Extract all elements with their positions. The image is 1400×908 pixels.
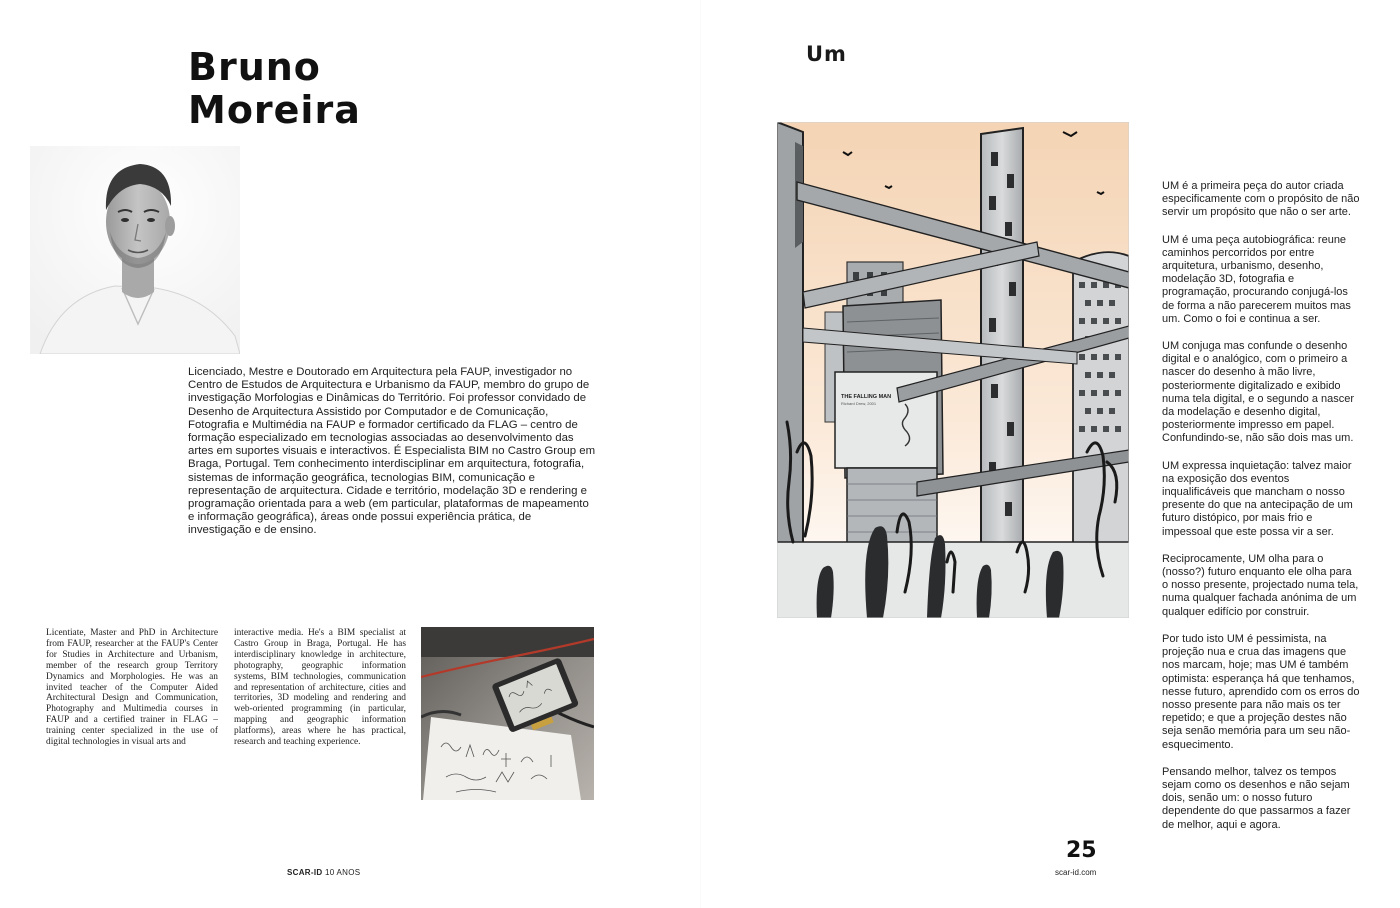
footer-left [287, 868, 360, 877]
bio-english-column-1: Licentiate, Master and PhD in Architecture from FAUP, researcher at the FAUP's Center for Studies in Architecture and Urbanism, member of the research group Territory Dynamics and Morphologies. He was an invited teacher of the Computer Aided Architectural Design and Communication, Photography and Multimedia courses in FAUP and a certified trainer in FLAG – training center specialized in the use of digital technologies in visual arts and [46, 628, 218, 748]
author-first-name: Bruno [188, 45, 321, 89]
page-number: 25 [1066, 838, 1097, 863]
bio-portuguese: Licenciado, Mestre e Doutorado em Arquitectura pela FAUP, investigador no Centro de Estudos de Arquitectura e Urbanismo da FAUP, membro do grupo de investigação Morfologias e Dinâmicas do Território. Foi professor convidado de Desenho de Arquitectura Assistido por Computador e de Comunicação, Fotografia e Multimédia na FAUP e formador certificado da FLAG – centro de formação especializado em tecnologias associadas ao desenvolvimento das artes em suportes visuais e interactivos. É Especialista BIM no Castro Group em Braga, Portugal. Tem conhecimento interdisciplinar em arquitectura, fotografia, sistemas de informação geográfica, tecnologias BIM, comunicação e representação de arquitectura. Cidade e território, modelação 3D e rendering e programação orientada para a web (em particular, plataformas de mapeamento e informação geográfica), áreas onde possui experiência prática, de investigação e de ensino. [188, 366, 596, 537]
footer-brand: SCAR-ID [287, 868, 323, 877]
essay-paragraph-2: UM é uma peça autobiográfica: reune caminhos percorridos por entre arquitetura, urbanismo, desenho, modelação 3D, fotografia e programação, procurando conjugá-los de forma a não parecerem muitos mas um. Como o foi e continua a ser. [1162, 233, 1351, 325]
essay-paragraph-4: UM expressa inquietação: talvez maior na exposição dos eventos inqualificáveis que mancham o nosso presente do que na antecipação de um futuro distópico, por mais frio e impessoal que este possa vir a ser. [1162, 459, 1353, 538]
essay-text [1162, 180, 1360, 846]
footer-website: scar-id.com [1055, 868, 1097, 877]
essay-paragraph-6: Por tudo isto UM é pessimista, na projeção nua e crua das imagens que nos marcam, hoje; mas UM é também optimista: esperança há que tenhamos, nesse futuro, aprendido com os erros do nosso presente para não mais os ter repetido; e que a projeção destes não seja senão memória para um seu não-esquecimento. [1162, 632, 1360, 751]
bio-english-column-2: interactive media. He's a BIM specialist at Castro Group in Braga, Portugal. He has interdisciplinary knowledge in architecture, photography, geographic information systems, BIM technologies, communication and representation of architecture, cities and territories, 3D modeling and rendering and web-oriented programming (in particular, mapping and geographic information platforms), areas where he has practical, research and teaching experience. [234, 628, 406, 748]
artwork-um-illustration [777, 122, 1129, 618]
author-last-name: Moreira [188, 88, 361, 132]
author-name [188, 46, 508, 132]
essay-paragraph-5: Reciprocamente, UM olha para o (nosso?) futuro enquanto ele olha para o nosso presente, projectado numa tela, numa qualquer fachada anónima de um qualquer edifício por construir. [1162, 552, 1359, 618]
essay-paragraph-7: Pensando melhor, talvez os tempos sejam como os desenhos e não sejam dois, senão um: o nosso futuro dependente do que passarmos a fazer de melhor, aqui e agora. [1162, 765, 1351, 831]
page-gutter [700, 0, 701, 908]
author-portrait [30, 146, 240, 354]
essay-paragraph-3: UM conjuga mas confunde o desenho digital e o analógico, com o primeiro a nascer do desenho à mão livre, posteriormente digitalizado e exibido numa tela digital, e o segundo a nascer da modelação e desenho digital, posteriormente impresso em papel. Confundindo-se, não são dois mas um. [1162, 340, 1355, 445]
piece-title: Um [806, 42, 847, 66]
billboard-title: THE FALLING MAN [841, 394, 892, 400]
footer-edition: 10 ANOS [324, 868, 361, 877]
billboard-subtitle: Richard Drew, 2001 [841, 401, 877, 406]
essay-paragraph-1: UM é a primeira peça do autor criada especificamente com o propósito de não servir um propósito que não o ser arte. [1162, 180, 1360, 219]
workspace-photo [421, 627, 594, 800]
